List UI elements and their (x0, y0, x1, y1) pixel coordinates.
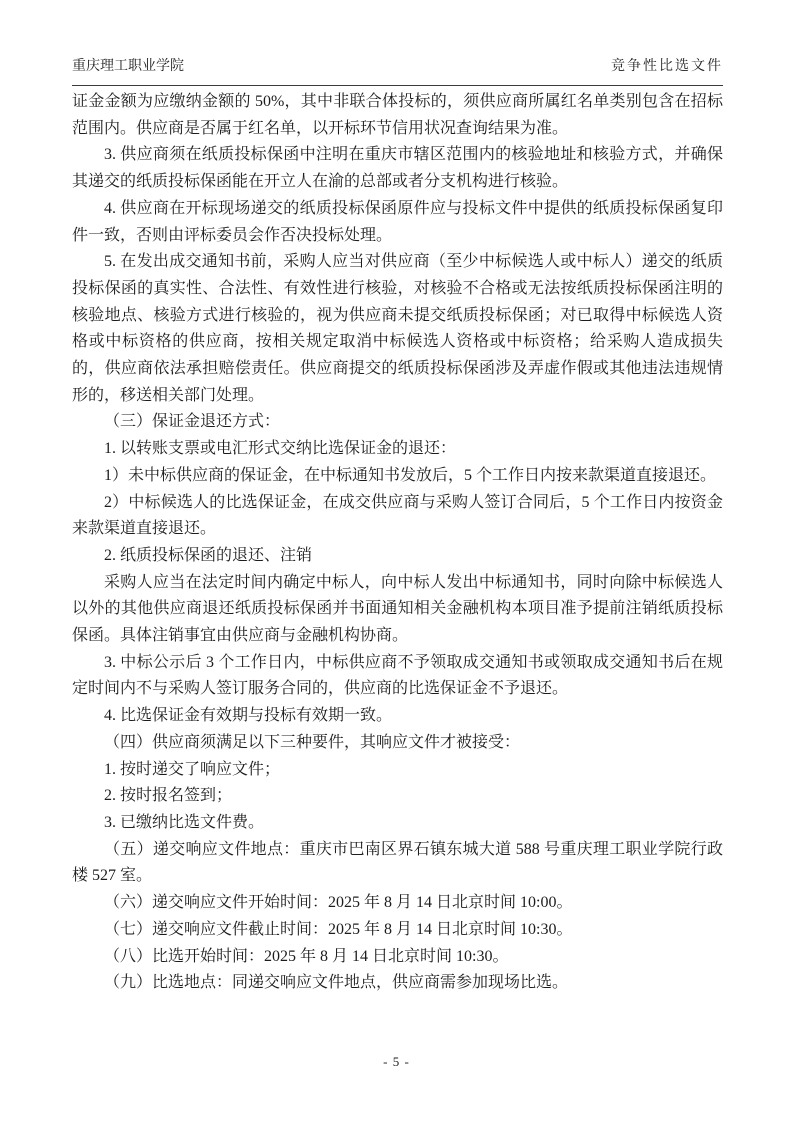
document-body (72, 89, 723, 997)
paragraph-section-8-selection-start-time: （八）比选开始时间：2025 年 8 月 14 日北京时间 10:30。 (104, 947, 509, 965)
page-number: - 5 - (383, 1054, 410, 1069)
paragraph-section-6-start-time: （六）递交响应文件开始时间：2025 年 8 月 14 日北京时间 10:00。 (104, 894, 573, 912)
paragraph-section-7-deadline: （七）递交响应文件截止时间：2025 年 8 月 14 日北京时间 10:30。 (104, 920, 573, 938)
paragraph-requirement-2-sign-in: 2. 按时报名签到； (104, 787, 233, 805)
paragraph-item-4-validity-period: 4. 比选保证金有效期与投标有效期一致。 (104, 707, 393, 725)
paragraph-section-4-acceptance-requirements: （四）供应商须满足以下三种要件，其响应文件才被接受： (104, 733, 521, 751)
paragraph-section-5-submission-address: （五）递交响应文件地点：重庆市巴南区界石镇东城大道 588 号重庆理工职业学院行政楼 527 室。 (72, 840, 723, 885)
header-document-type: 竞争性比选文件 (611, 59, 723, 74)
paragraph-deposit-amount-continuation: 证金金额为应缴纳金额的 50%，其中非联合体投标的，须供应商所属红名单类别包含在招标范围内。供应商是否属于红名单，以开标环节信用状况查询结果为准。 (72, 93, 723, 137)
paragraph-item-3-guarantee-verification: 3. 供应商须在纸质投标保函中注明在重庆市辖区范围内的核验地址和核验方式，并确保其递交的纸质投标保函能在开立人在渝的总部或者分支机构进行核验。 (72, 146, 723, 191)
paragraph-refund-transfer-check: 1. 以转账支票或电汇形式交纳比选保证金的退还： (104, 440, 457, 458)
page-footer (0, 1054, 793, 1070)
header-divider (72, 85, 723, 86)
paragraph-refund-winning-candidate: 2）中标候选人的比选保证金，在成交供应商与采购人签订合同后，5 个工作日内按资金来款渠道直接退还。 (72, 493, 723, 538)
paragraph-item-3-forfeit-rule: 3. 中标公示后 3 个工作日内，中标供应商不予领取成交通知书或领取成交通知书后在规定时间内不与采购人签订服务合同的，供应商的比选保证金不予退还。 (72, 653, 723, 698)
paragraph-guarantee-return-cancellation: 2. 纸质投标保函的退还、注销 (104, 546, 313, 564)
paragraph-item-5-pre-award-verification: 5. 在发出成交通知书前，采购人应当对供应商（至少中标候选人或中标人）递交的纸质投标保函的真实性、合法性、有效性进行核验，对核验不合格或无法按纸质投标保函注明的核验地点、核验方式进行核验的，视为供应商未提交纸质投标保函；对已取得中标候选人资格或中标资格的供应商，按相关规定取消中标候选人资格或中标资格；给采购人造成损失的，供应商依法承担赔偿责任。供应商提交的纸质投标保函涉及弄虚作假或其他违法违规情形的，移送相关部门处理。 (72, 253, 723, 404)
paragraph-refund-unsuccessful-bidder: 1）未中标供应商的保证金，在中标通知书发放后，5 个工作日内按来款渠道直接退还。 (104, 466, 717, 484)
paragraph-purchaser-notice-obligation: 采购人应当在法定时间内确定中标人，向中标人发出中标通知书，同时向除中标候选人以外的其他供应商退还纸质投标保函并书面通知相关金融机构本项目准予提前注销纸质投标保函。具体注销事宜由供应商与金融机构协商。 (72, 573, 723, 645)
paragraph-section-9-selection-location: （九）比选地点：同递交响应文件地点，供应商需参加现场比选。 (104, 974, 569, 992)
paragraph-item-4-original-copy-match: 4. 供应商在开标现场递交的纸质投标保函原件应与投标文件中提供的纸质投标保函复印件一致，否则由评标委员会作否决投标处理。 (72, 199, 723, 244)
paragraph-section-3-refund-method: （三）保证金退还方式： (104, 413, 281, 431)
page-header (72, 57, 723, 77)
header-school-name: 重庆理工职业学院 (72, 59, 184, 74)
paragraph-requirement-3-document-fee: 3. 已缴纳比选文件费。 (104, 813, 265, 831)
paragraph-requirement-1-submit-on-time: 1. 按时递交了响应文件； (104, 760, 281, 778)
